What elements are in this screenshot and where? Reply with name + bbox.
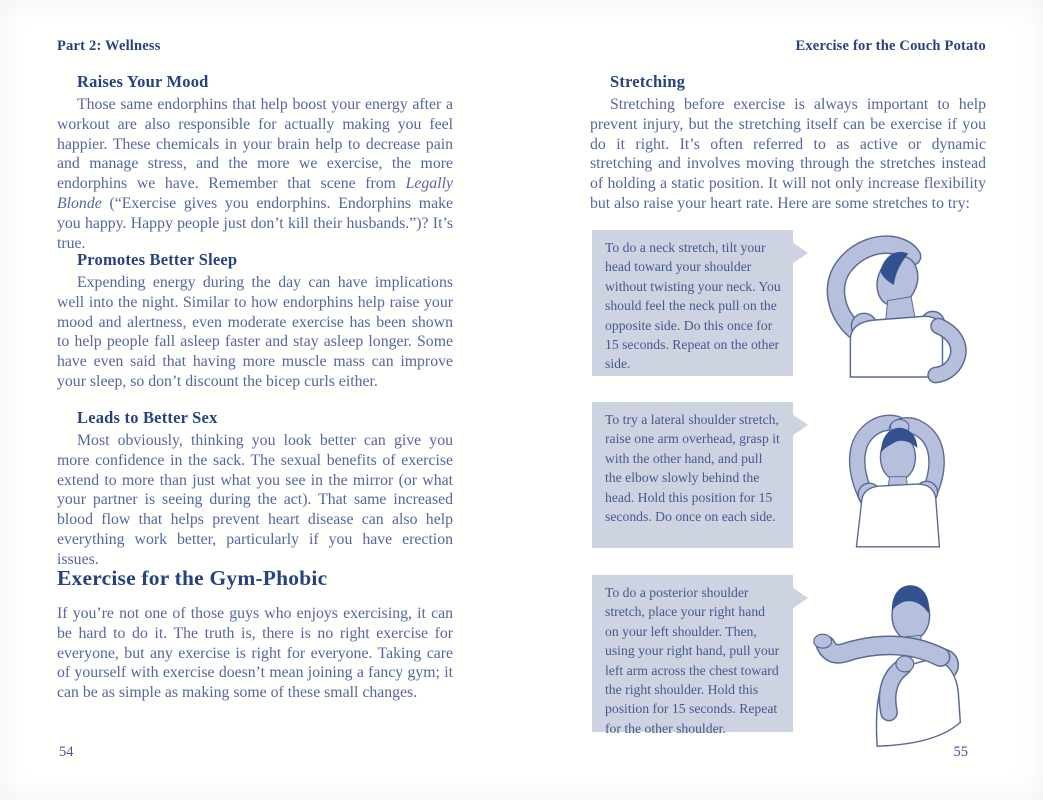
italic-book-title: Legally Blonde — [57, 175, 453, 212]
callout-text: To do a neck stretch, tilt your head toward your shoulder without twisting your neck. You should feel the neck pull on the opposite side. Do this once for 15 seconds. Repeat on the other side. — [605, 240, 781, 372]
section-heading-stretching: Stretching — [610, 72, 686, 91]
posterior-shoulder-stretch-figure-icon — [792, 575, 990, 747]
callout-text: To do a posterior shoulder stretch, place your right hand on your left shoulder. Then, using your right hand, pull your left arm across the chest toward the right shoulder. Hold this position for 15 seconds. Repeat for the other shoulder. — [605, 585, 780, 736]
callout-lateral-shoulder-stretch — [592, 402, 793, 548]
section-body-stretching: Stretching before exercise is always important to help prevent injury, but the stretching itself can be exercise if you do it right. It’s often referred to as active or dynamic stretching and involves moving through the stretches instead of holding a static position. It will not only increase flexibility but also raise your heart rate. Here are some stretches to try: — [590, 96, 986, 212]
callout-text: To try a lateral shoulder stretch, raise one arm overhead, grasp it with the other hand, and pull the elbow slowly behind the head. Hold this position for 15 seconds. Do once on each side. — [605, 412, 780, 525]
page-right — [590, 0, 986, 800]
section-heading-raises-your-mood: Raises Your Mood — [77, 72, 209, 91]
section-body-promotes-better-sleep: Expending energy during the day can have implications well into the night. Similar to how endorphins help raise your mood and alertness, even moderate exercise has been shown to help people fall asleep faster and stay asleep longer. Some have even said that having more muscle mass can improve your sleep, so don’t discount the bicep curls either. — [57, 274, 453, 390]
section-heading-leads-to-better-sex: Leads to Better Sex — [77, 408, 218, 427]
body-text-part: Those same endorphins that help boost your energy after a workout are also responsible for actually making you feel happier. These chemicals in your brain help to decrease pain and manage stress, and the more we exercise, the more endorphins we have. Remember that scene from — [57, 96, 453, 193]
running-head-left: Part 2: Wellness — [57, 38, 161, 54]
chapter-heading-gym-phobic: Exercise for the Gym-Phobic — [57, 566, 328, 590]
page-number-right: 55 — [953, 744, 968, 760]
callout-posterior-shoulder-stretch — [592, 575, 793, 736]
section-heading-promotes-better-sleep: Promotes Better Sleep — [77, 250, 238, 269]
page-left — [57, 0, 453, 800]
stretch-row-neck — [590, 230, 986, 376]
section-body-leads-to-better-sex: Most obviously, thinking you look better can give you more confidence in the sack. The sexual benefits of exercise extend to more than just what you see in the mirror (or what your partner is seeing during the act). That same increased blood flow that helps prevent heart disease can also help everything work better, particularly if you have erection issues. — [57, 432, 453, 568]
chapter-intro-gym-phobic: If you’re not one of those guys who enjoys exercising, it can be hard to do it. The truth is, there is no right exercise for everyone, but any exercise is right for everyone. Taking care of yourself with exercise doesn’t mean joining a fancy gym; it can be as simple as making some of these small changes. — [57, 605, 453, 702]
callout-neck-stretch — [592, 230, 793, 376]
running-head-right: Exercise for the Couch Potato — [795, 38, 986, 54]
body-text-part: (“Exercise gives you endorphins. Endorphins make you happy. Happy people just don’t kill their husbands.”)? It’s true. — [57, 194, 453, 252]
page-number-left: 54 — [59, 744, 74, 760]
stretch-row-posterior-shoulder — [590, 575, 986, 736]
stretch-row-lateral-shoulder — [590, 402, 986, 548]
section-body-raises-your-mood — [57, 95, 453, 253]
lateral-shoulder-stretch-figure-icon — [814, 394, 980, 552]
callout-pointer-icon — [792, 414, 808, 436]
neck-stretch-figure-icon — [799, 230, 986, 377]
